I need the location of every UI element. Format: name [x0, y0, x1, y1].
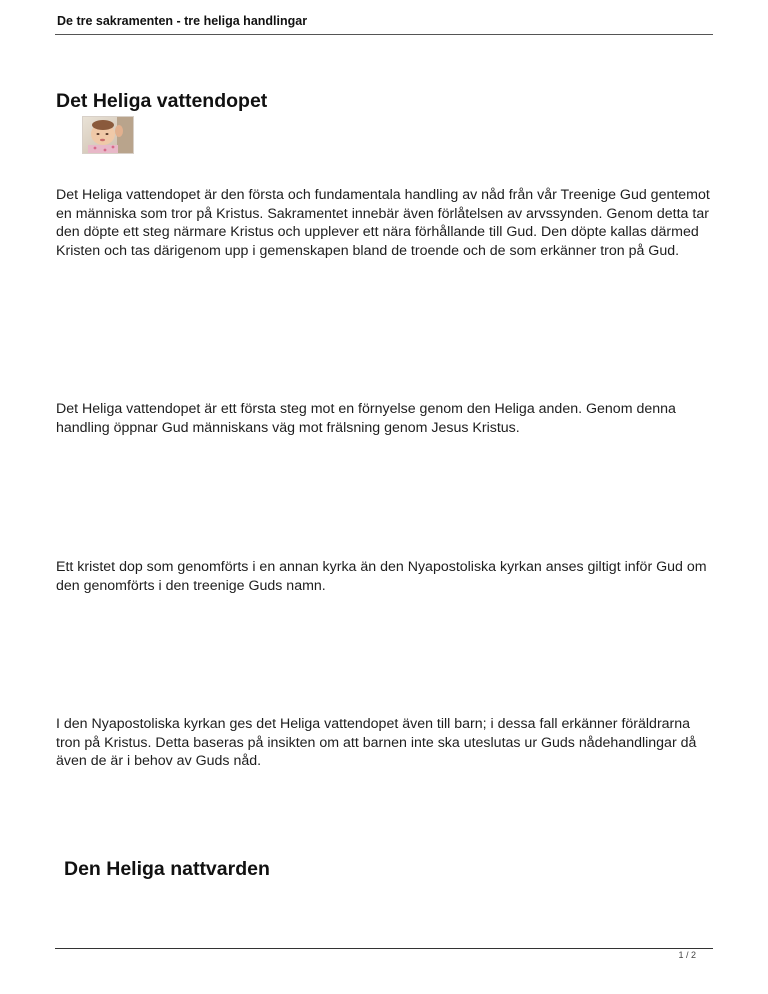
section-heading-nattvarden: Den Heliga nattvarden	[64, 858, 270, 880]
paragraph-4: I den Nyapostoliska kyrkan ges det Heliga vattendopet även till barn; i dessa fall erkänner föräldrarna tron på Kristus. Detta baseras på insikten om att barnen inte ska uteslutas ur Guds nådehandlingar då även de är i behov av Guds nåd.	[56, 716, 697, 769]
baby-photo	[82, 116, 134, 154]
footer-divider	[55, 948, 713, 949]
paragraph-2: Det Heliga vattendopet är ett första steg mot en förnyelse genom den Heliga anden. Genom denna handling öppnar Gud människans väg mot frälsning genom Jesus Kristus.	[56, 401, 676, 436]
header-divider	[55, 34, 713, 35]
paragraph-3: Ett kristet dop som genomförts i en annan kyrka än den Nyapostoliska kyrkan anses giltigt inför Gud om den genomförts i den treenige Guds namn.	[56, 559, 707, 594]
page-number: 1 / 2	[678, 950, 696, 960]
paragraph-1: Det Heliga vattendopet är den första och fundamentala handling av nåd från vår Treenige Gud gentemot en människa som tror på Kristus. Sakramentet innebär även förlåtelsen av arvssynden. Genom detta tar den döpte ett steg närmare Kristus och upplever ett nära förhållande till Gud. Den döpte kallas därmed Kristen och tas därigenom upp i gemenskapen bland de troende och de som erkänner tron på Gud.	[56, 187, 710, 259]
section-heading-vattendopet: Det Heliga vattendopet	[56, 90, 268, 112]
document-title: De tre sakramenten - tre heliga handlingar	[57, 14, 308, 28]
